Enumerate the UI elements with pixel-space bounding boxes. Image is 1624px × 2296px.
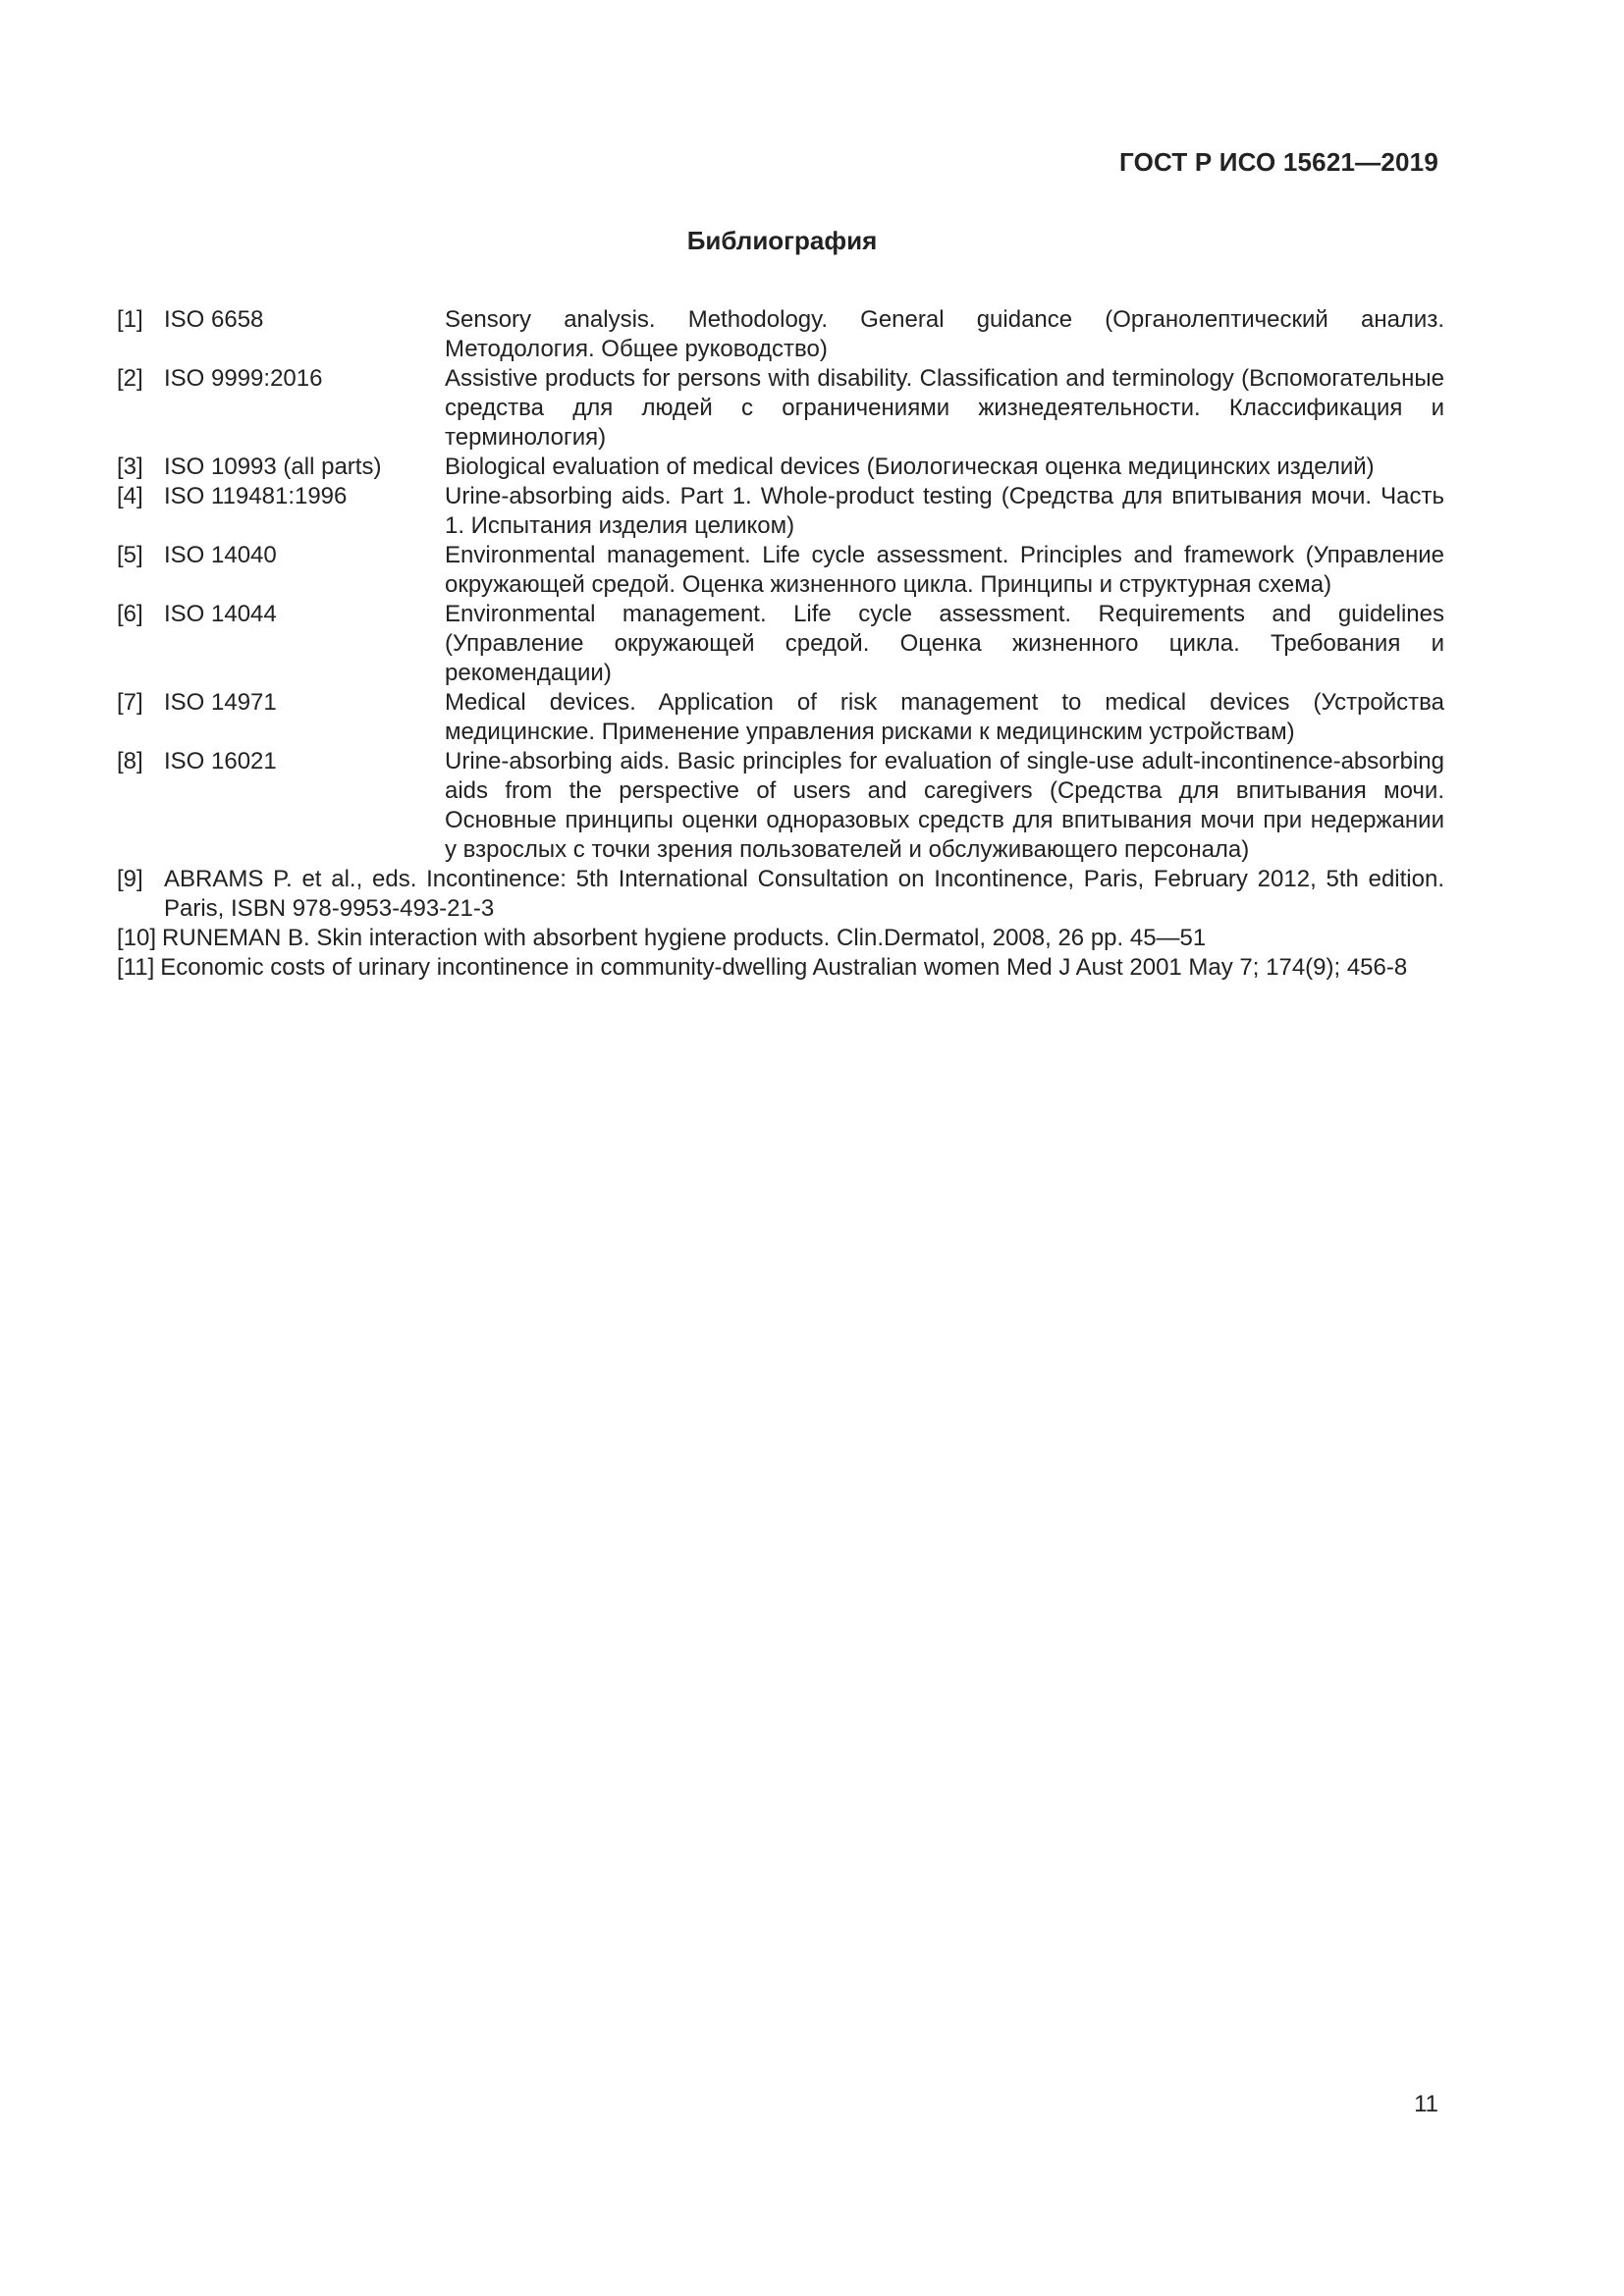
bibliography-entry-3 [117, 453, 1444, 482]
bibliography-entry-9 [117, 865, 1444, 924]
standard-title: Medical devices. Application of risk management to medical devices (Устройства медицинские. Применение управления рисками к медицинским устройствам) [445, 689, 1444, 745]
entry-number: [9] [117, 866, 143, 892]
entry-number: [2] [117, 365, 143, 392]
entry-number: [8] [117, 748, 143, 774]
standard-code: ISO 10993 (all parts) [164, 454, 382, 480]
entry-number: [3] [117, 454, 143, 480]
standard-title: Environmental management. Life cycle assessment. Requirements and guidelines (Управление окружающей средой. Оценка жизненного цикла. Требования и рекомендации) [445, 601, 1444, 686]
standard-code: ISO 119481:1996 [164, 483, 348, 509]
entry-number: [4] [117, 483, 143, 509]
standard-code: ISO 14040 [164, 542, 277, 568]
bibliography-entry-1 [117, 305, 1444, 364]
standard-title: Urine-absorbing aids. Part 1. Whole-product testing (Средства для впитывания мочи. Часть 1. Испытания изделия целиком) [445, 483, 1444, 539]
literature-reference: ABRAMS P. et al., eds. Incontinence: 5th International Consultation on Incontinence, Paris, February 2012, 5th edition. Paris, ISBN 978-9953-493-21-3 [164, 866, 1444, 922]
literature-reference: RUNEMAN B. Skin interaction with absorbent hygiene products. Clin.Dermatol, 2008, 26 pp. 45—51 [162, 925, 1207, 951]
standard-title: Sensory analysis. Methodology. General guidance (Органолептический анализ. Методология. Общее руководство) [445, 306, 1444, 362]
standard-title: Assistive products for persons with disability. Classification and terminology (Вспомогательные средства для людей с ограничениями жизнедеятельности. Классификация и терминология) [445, 365, 1444, 451]
entry-number: [1] [117, 306, 143, 333]
bibliography-entry-7 [117, 688, 1444, 747]
bibliography-entry-6 [117, 600, 1444, 688]
standard-title: Biological evaluation of medical devices (Биологическая оценка медицинских изделий) [445, 454, 1375, 480]
standard-title: Urine-absorbing aids. Basic principles for evaluation of single-use adult-incontinence-absorbing aids from the perspective of users and caregivers (Средства для впитывания мочи. Основные принципы оценки одноразовых средств для впитывания мочи при недержании у взрослых с точки зрения пользователей и обслуживающего персонала) [445, 748, 1444, 863]
entry-number: [7] [117, 689, 143, 716]
bibliography-entry-4 [117, 482, 1444, 541]
entry-number: [6] [117, 601, 143, 627]
standard-code: ISO 9999:2016 [164, 365, 323, 392]
bibliography-entry-11 [117, 953, 1444, 983]
bibliography-entry-10 [117, 924, 1444, 953]
standard-code: ISO 16021 [164, 748, 277, 774]
section-title: Библиография [686, 226, 878, 255]
standard-code: ISO 14971 [164, 689, 277, 716]
page-number: 11 [1414, 2091, 1438, 2117]
document-code: ГОСТ Р ИСО 15621—2019 [1118, 147, 1438, 177]
standard-code: ISO 6658 [164, 306, 264, 333]
literature-reference: Economic costs of urinary incontinence in community-dwelling Australian women Med J Aust 2001 May 7; 174(9); 456-8 [160, 954, 1408, 981]
standard-title: Environmental management. Life cycle assessment. Principles and framework (Управление окружающей средой. Оценка жизненного цикла. Принципы и структурная схема) [445, 542, 1444, 598]
bibliography-entry-2 [117, 364, 1444, 453]
standard-code: ISO 14044 [164, 601, 277, 627]
bibliography-list [117, 305, 1444, 983]
entry-number: [11] [117, 954, 155, 981]
entry-number: [5] [117, 542, 143, 568]
bibliography-entry-5 [117, 541, 1444, 600]
bibliography-entry-8 [117, 747, 1444, 865]
entry-number: [10] [117, 925, 157, 951]
